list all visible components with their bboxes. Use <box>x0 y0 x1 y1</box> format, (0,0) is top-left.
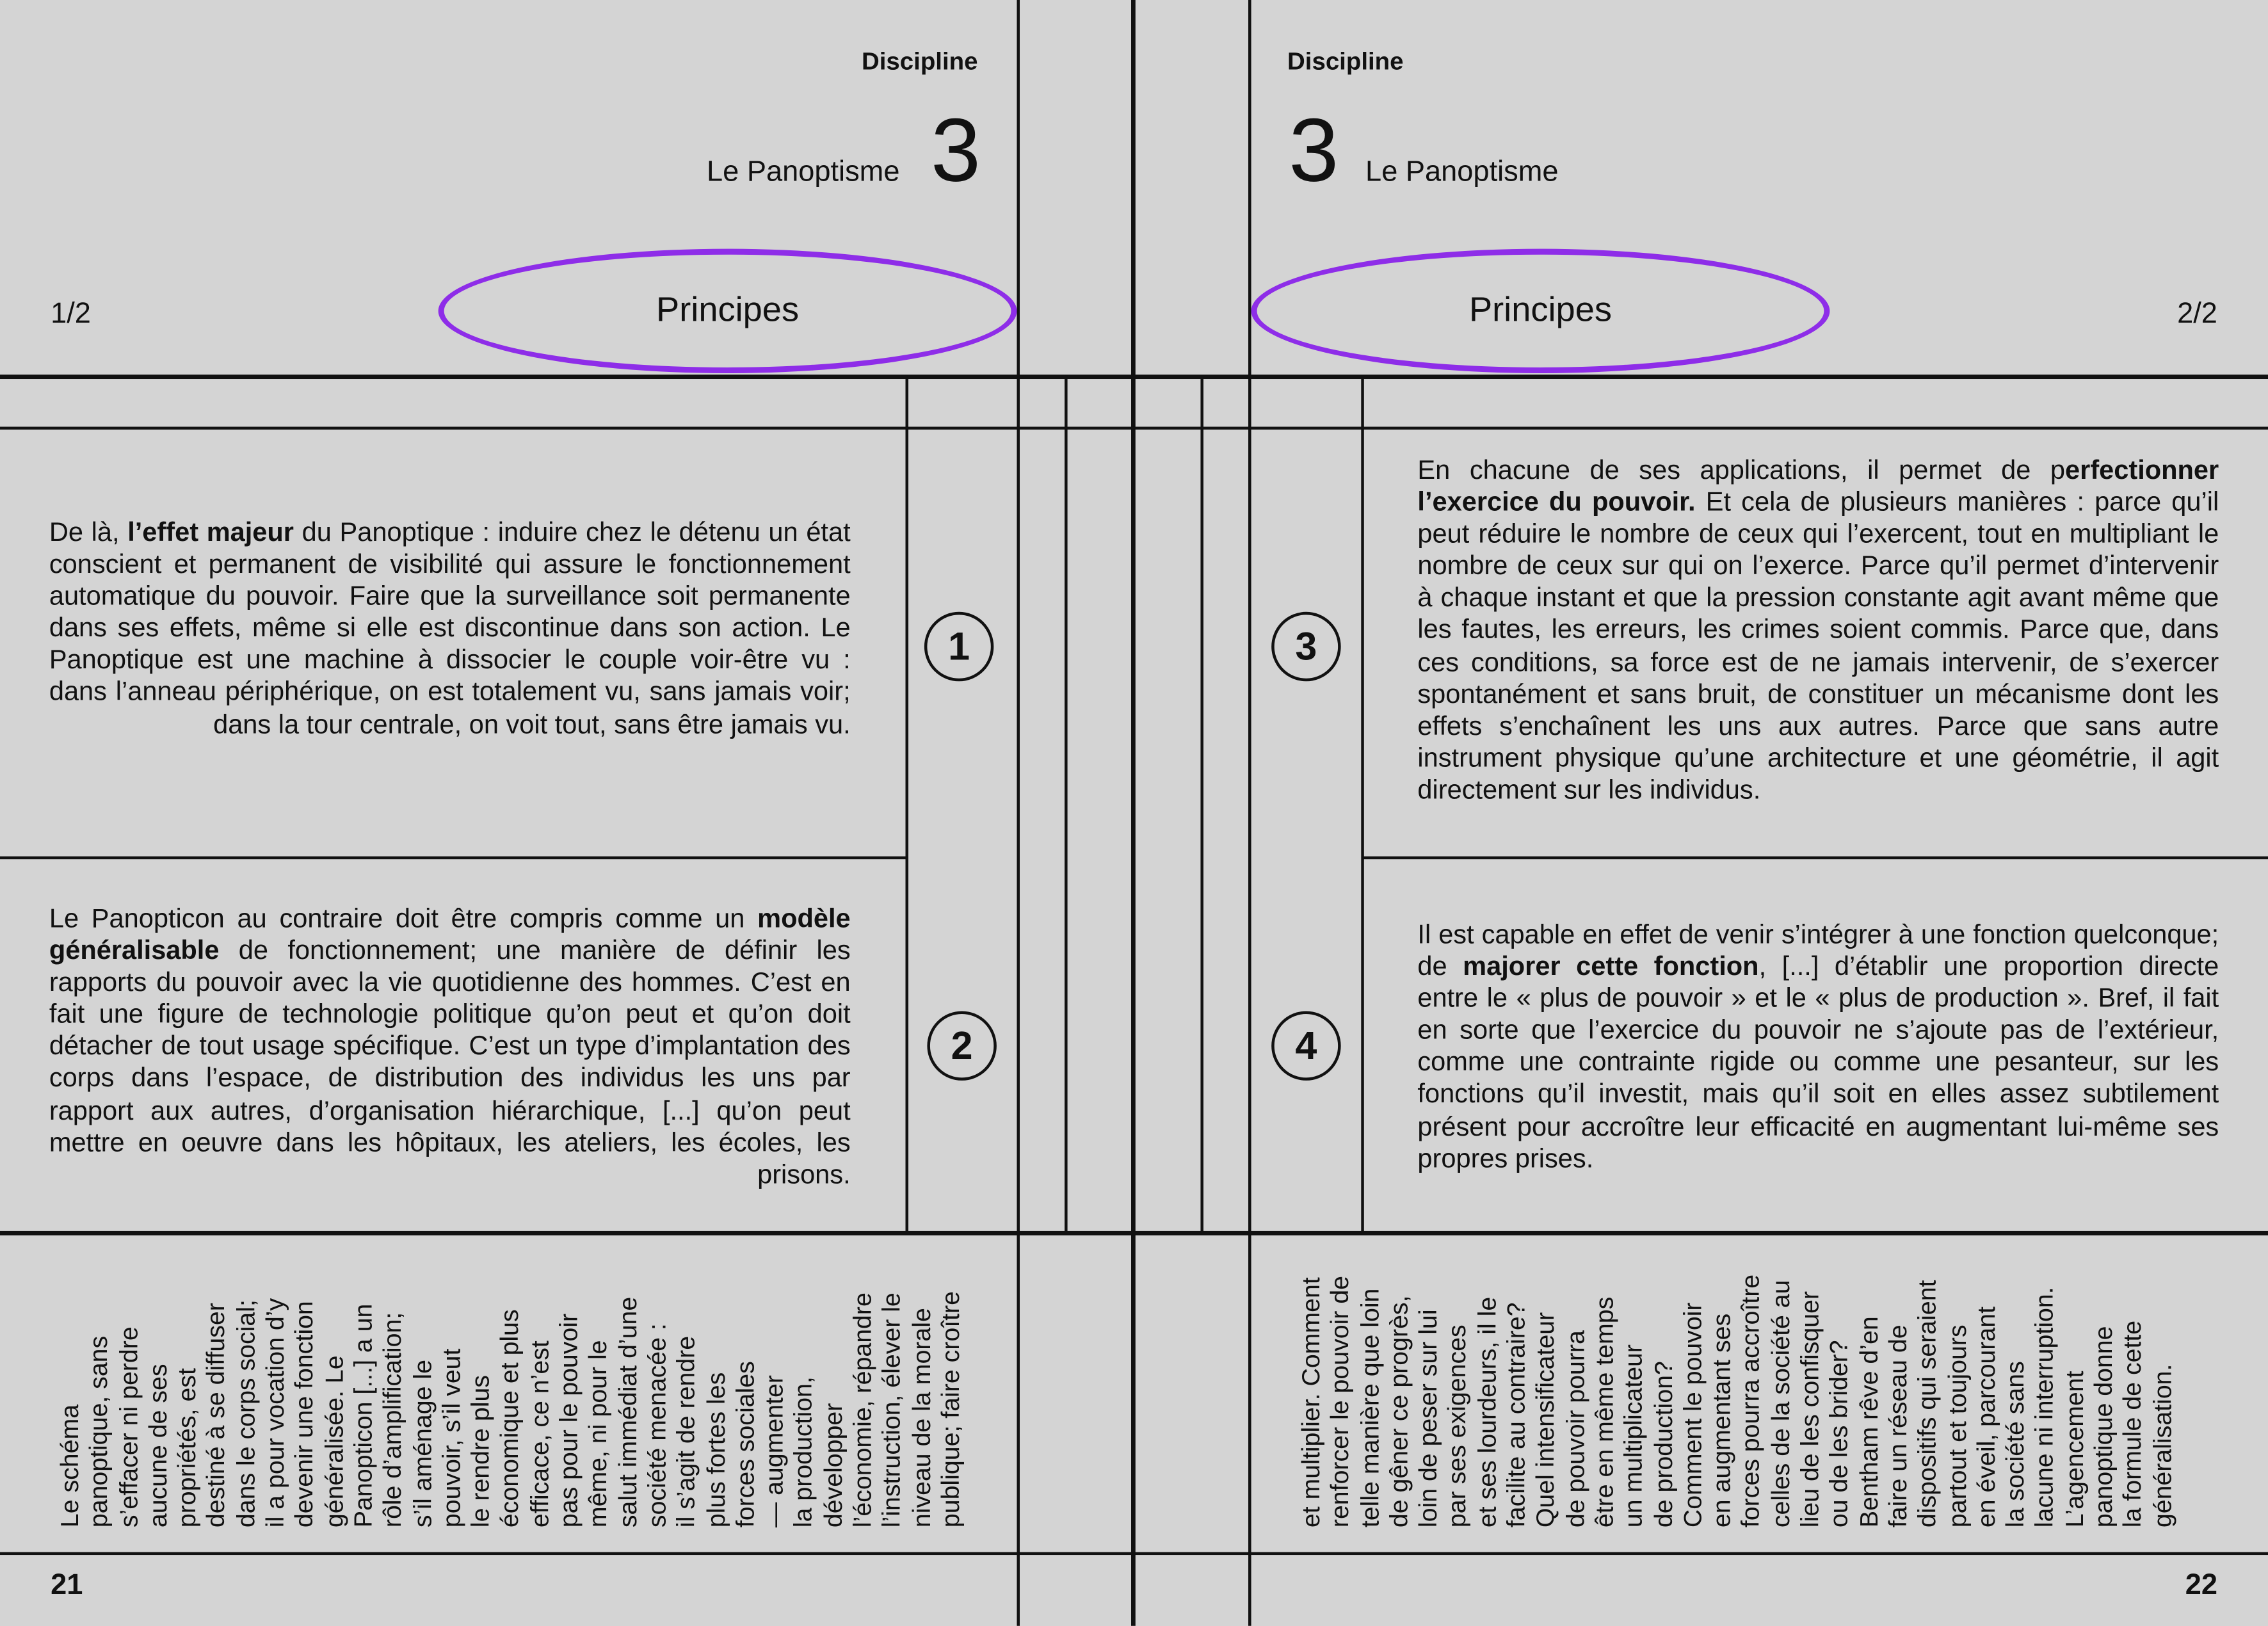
margin-line: économique et plus <box>495 1309 524 1528</box>
text: , [...] d’établir une proportion directe entre le « plus de pouvoir » et le « plus de production ». Bref, il fait en sorte que l’exercice du pouvoir ne s’ajoute pas de l’extérieur, comme une contrainte rigide ou comme une pesanteur, sur les fonctions qu’il investit, mais qu’il soit en elles assez subtilement présent pour accroître leur efficacité en augmentant lui-même ses propres prises. <box>1417 950 2219 1173</box>
margin-line: l’instruction, élever le <box>877 1292 906 1528</box>
margin-line: généralisée. Le <box>319 1355 348 1528</box>
page-fraction: 1/2 <box>51 298 91 330</box>
margin-line: la société sans <box>2000 1361 2030 1528</box>
section-label: Discipline <box>862 47 978 76</box>
emphasis: l’effet majeur <box>127 516 294 547</box>
section-label: Discipline <box>1287 47 1404 76</box>
margin-line: plus fortes les <box>700 1372 730 1528</box>
margin-line: lieu de les confisquer <box>1795 1291 1824 1528</box>
margin-line: généralisation. <box>2147 1364 2176 1528</box>
block-number-badge: 1 <box>924 612 993 681</box>
margin-line: niveau de la morale <box>906 1308 936 1528</box>
margin-line: développer <box>818 1403 848 1528</box>
highlight-ellipse <box>438 249 1017 373</box>
margin-line: Panopticon [...] a un <box>348 1303 378 1528</box>
margin-line: par ses exigences <box>1442 1324 1472 1528</box>
margin-line: aucune de ses <box>143 1364 172 1528</box>
divider <box>1248 0 1251 1626</box>
margin-line: Quel intensificateur <box>1531 1312 1560 1528</box>
margin-line: telle manière que loin <box>1355 1288 1384 1528</box>
page-number: 21 <box>51 1569 83 1602</box>
margin-line: panoptique donne <box>2088 1326 2118 1528</box>
divider <box>1361 379 1364 1234</box>
spine-divider <box>1131 0 1136 1626</box>
divider <box>0 857 907 858</box>
margin-line: loin de peser sur lui <box>1413 1309 1443 1528</box>
margin-line: être en même temps <box>1589 1296 1619 1528</box>
emphasis: majorer cette fonction <box>1463 950 1759 981</box>
margin-line: lacune ni interruption. <box>2030 1287 2059 1528</box>
margin-line: facilite au contraire? <box>1501 1302 1531 1528</box>
margin-line: efficace, ce n’est <box>524 1340 554 1528</box>
divider <box>0 374 2268 379</box>
divider <box>0 427 2268 429</box>
paragraph-3 <box>1417 455 2219 806</box>
paragraph-2 <box>49 903 851 1190</box>
block-number-badge: 2 <box>927 1011 996 1080</box>
text: De là, <box>49 516 128 547</box>
margin-line: publique; faire croître <box>935 1291 965 1528</box>
divider <box>0 1552 2268 1554</box>
margin-line: Bentham rêve d’en <box>1853 1316 1883 1528</box>
margin-line: il s’agit de rendre <box>671 1335 701 1528</box>
paragraph-4 <box>1417 919 2219 1174</box>
highlight-ellipse <box>1251 249 1830 373</box>
rotated-margin-text-right <box>1296 1216 2222 1527</box>
margin-line: ou de les brider? <box>1824 1340 1854 1528</box>
margin-line: de production? <box>1648 1361 1678 1528</box>
divider <box>906 379 909 1234</box>
chapter-title: Le Panoptisme <box>1365 156 1559 188</box>
text: En chacune de ses applications, il permet de p <box>1417 454 2066 485</box>
margin-line: et ses lourdeurs, il le <box>1472 1296 1501 1528</box>
margin-line: dans le corps social; <box>231 1300 261 1528</box>
divider <box>1017 0 1020 1626</box>
margin-line: faire un réseau de <box>1883 1324 1913 1528</box>
margin-line: la formule de cette <box>2118 1320 2147 1528</box>
margin-line: en augmentant ses <box>1707 1313 1736 1528</box>
margin-line: pas pour le pouvoir <box>554 1313 583 1528</box>
margin-line: dispositifs qui seraient <box>1912 1280 1942 1528</box>
margin-line: l’économie, répandre <box>848 1292 877 1528</box>
margin-line: Comment le pouvoir <box>1677 1302 1707 1528</box>
divider <box>1200 379 1203 1234</box>
margin-line: société menacée : <box>642 1323 672 1528</box>
margin-line: celles de la société au <box>1765 1280 1795 1528</box>
margin-line: forces pourra accroître <box>1736 1274 1765 1528</box>
margin-line: devenir une fonction <box>289 1301 319 1528</box>
margin-line: même, ni pour le <box>583 1340 613 1528</box>
margin-line: et multiplier. Comment <box>1296 1277 1325 1528</box>
margin-line: salut immédiat d’une <box>613 1296 642 1528</box>
margin-line: rôle d’amplification; <box>378 1312 407 1528</box>
paragraph-1 <box>49 517 851 740</box>
divider <box>1363 857 2268 858</box>
margin-line: L’agencement <box>2059 1371 2089 1528</box>
margin-line: Le schéma <box>54 1404 84 1528</box>
text: de fonctionnement; une manière de définir les rapports du pouvoir avec la vie quotidienne des hommes. C’est en fait une figure de technologie politique qu’on peut et qu’on doit détacher de tout usage spécifique. C’est un type d’implantation des corps dans l’espace, de distribution des individus les uns par rapport aux autres, d’organisation hiérarchique, [...] qu’on peut mettre en oeuvre dans les hôpitaux, les ateliers, les écoles, les prisons. <box>49 934 851 1189</box>
margin-line: renforcer le pouvoir de <box>1325 1275 1355 1528</box>
margin-line: le rendre plus <box>465 1375 495 1528</box>
section-heading: Principes <box>656 291 800 330</box>
margin-line: destiné à se diffuser <box>202 1303 231 1528</box>
margin-line: en éveil, parcourant <box>1971 1306 2000 1528</box>
margin-line: pouvoir, s’il veut <box>437 1348 466 1528</box>
page-fraction: 2/2 <box>2177 298 2217 330</box>
margin-line: de gêner ce progrès, <box>1384 1295 1413 1528</box>
chapter-number: 3 <box>931 101 981 202</box>
text: Il est capable en effet de venir s’intégrer à une fonction quelconque; de <box>1417 918 2219 981</box>
emphasis: erfectionner l’exercice du pouvoir. <box>1417 454 2219 517</box>
margin-line: partout et toujours <box>1942 1324 1971 1528</box>
text: Et cela de plusieurs manières : parce qu’il peut réduire le nombre de ceux qui l’exercent, tout en multipliant le nombre de ceux sur qui on l’exerce. Parce qu’il permet d’intervenir à chaque instant et que la pression constante agit avant même que les fautes, les erreurs, les crimes soient commis. Parce que, dans ces conditions, sa force est de ne jamais intervenir, de s’exercer spontanément et sans bruit, de constituer un mécanisme dont les effets s’enchaînent les uns aux autres. Parce que sans autre instrument physique qu’une architecture et une géométrie, il agit directement sur les individus. <box>1417 486 2219 805</box>
rotated-margin-text-left <box>55 1216 981 1527</box>
block-number-badge: 4 <box>1271 1011 1340 1080</box>
chapter-number: 3 <box>1289 101 1339 202</box>
margin-line: forces sociales <box>730 1361 759 1528</box>
page-number: 22 <box>2185 1569 2217 1602</box>
margin-line: panoptique, sans <box>84 1335 113 1528</box>
text: Le Panopticon au contraire doit être compris comme un <box>49 902 758 933</box>
block-number-badge: 3 <box>1271 612 1340 681</box>
text: du Panoptique : induire chez le détenu un état conscient et permanent de visibilité qui assure le fonctionnement automatique du pouvoir. Faire que la surveillance soit permanente dans ses effets, même si elle est discontinue dans son action. Le Panoptique est une machine à dissocier le couple voir-être vu : dans l’anneau périphérique, on est totalement vu, sans jamais voir; dans la tour centrale, on voit tout, sans être jamais vu. <box>49 516 851 739</box>
margin-line: s’il aménage le <box>407 1359 437 1528</box>
margin-line: il a pour vocation d’y <box>260 1298 290 1528</box>
margin-line: la production, <box>789 1376 818 1528</box>
margin-line: un multiplicateur <box>1619 1344 1648 1528</box>
margin-line: propriétés, est <box>172 1368 202 1528</box>
emphasis: modèle généralisable <box>49 902 851 965</box>
margin-line: s’effacer ni perdre <box>113 1326 143 1528</box>
margin-line: de pouvoir pourra <box>1560 1330 1589 1528</box>
margin-line: — augmenter <box>759 1375 789 1528</box>
chapter-title: Le Panoptisme <box>706 156 900 188</box>
divider <box>1065 379 1068 1234</box>
section-heading: Principes <box>1468 291 1613 330</box>
